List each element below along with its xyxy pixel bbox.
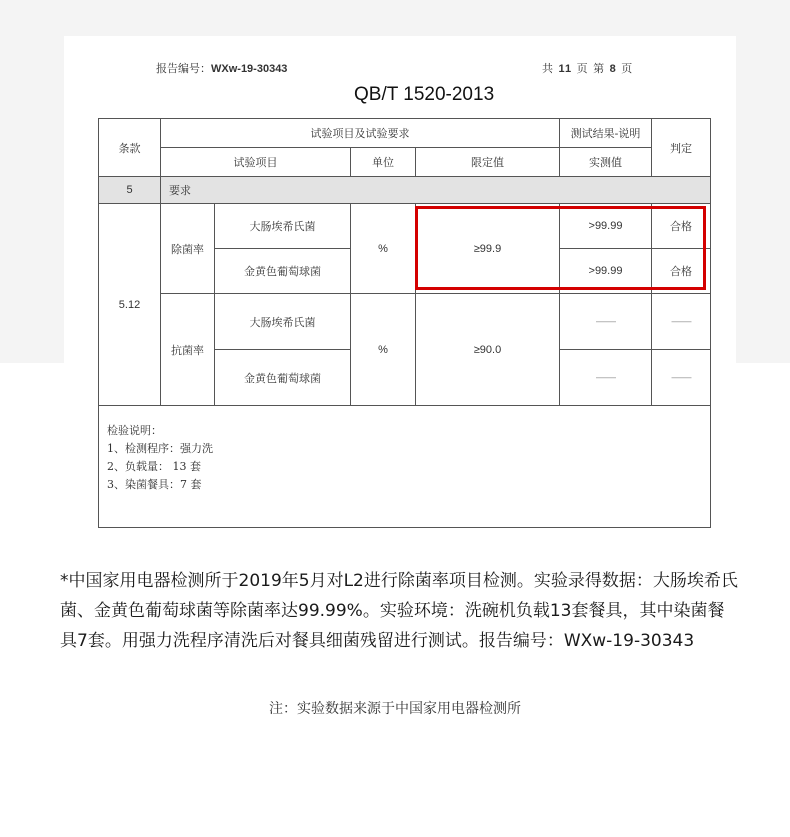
notes-line-2: 2、负载量： 13 套	[107, 460, 201, 473]
page-indicator	[542, 60, 633, 76]
report-number-label: 报告编号：	[156, 62, 211, 75]
section-clause: 5	[99, 177, 161, 204]
group1-unit: %	[351, 204, 416, 294]
group1-measured-1: >99.99	[560, 204, 652, 249]
test-results-table	[98, 118, 711, 528]
pages-mid: 页 第	[576, 62, 606, 75]
pages-suffix: 页	[621, 62, 634, 75]
group1-judgement-2: 合格	[652, 249, 711, 294]
header-result-note: 测试结果-说明	[560, 119, 652, 148]
source-note: 注：实验数据来源于中国家用电器检测所	[269, 701, 521, 717]
clause-cell: 5.12	[99, 204, 161, 406]
caption-text: *中国家用电器检测所于2019年5月对L2进行除菌率项目检测。实验录得数据：大肠埃希氏菌、金黄色葡萄球菌等除菌率达99.99%。实验环境：洗碗机负载13套餐具，其中染菌餐具7套。用强力洗程序清洗后对餐具细菌残留进行测试。报告编号：WXw-19-30343	[60, 571, 738, 651]
notes-line-1: 1、检测程序：强力洗	[107, 442, 213, 455]
header-measured: 实测值	[560, 148, 652, 177]
group1-judgement-1: 合格	[652, 204, 711, 249]
standard-title: QB/T 1520-2013	[354, 84, 495, 105]
group1-measured-2: >99.99	[560, 249, 652, 294]
pages-prefix: 共	[542, 62, 554, 75]
section-row	[99, 177, 711, 204]
group1-item-1: 大肠埃希氏菌	[215, 204, 351, 249]
group2-unit: %	[351, 294, 416, 406]
notes-row	[99, 406, 711, 528]
notes-title: 检验说明：	[107, 424, 162, 437]
group2-item-1: 大肠埃希氏菌	[215, 294, 351, 350]
header-test-item: 试验项目	[161, 148, 351, 177]
header-row-2	[99, 148, 711, 177]
group2-name: 抗菌率	[161, 294, 215, 406]
report-page	[64, 36, 736, 530]
test-notes	[99, 406, 711, 528]
section-label: 要求	[161, 177, 711, 204]
header-items-requirements: 试验项目及试验要求	[161, 119, 560, 148]
group2-limit: ≥90.0	[416, 294, 560, 406]
header-row-1	[99, 119, 711, 148]
pages-total: 11	[558, 63, 573, 75]
group2-measured-2: ——	[560, 350, 652, 406]
group1-name: 除菌率	[161, 204, 215, 294]
report-number-value: WXw-19-30343	[211, 63, 288, 75]
table-row	[99, 294, 711, 350]
group1-limit: ≥99.9	[416, 204, 560, 294]
header-limit: 限定值	[416, 148, 560, 177]
report-number	[156, 60, 287, 76]
group2-judgement-2: ——	[652, 350, 711, 406]
page-current: 8	[609, 63, 617, 75]
header-clause: 条款	[99, 119, 161, 177]
header-judgement: 判定	[652, 119, 711, 177]
group2-item-2: 金黄色葡萄球菌	[215, 350, 351, 406]
group2-measured-1: ——	[560, 294, 652, 350]
header-unit: 单位	[351, 148, 416, 177]
group1-item-2: 金黄色葡萄球菌	[215, 249, 351, 294]
notes-line-3: 3、染菌餐具：7 套	[107, 478, 202, 491]
result-highlight-box	[415, 206, 706, 290]
group2-judgement-1: ——	[652, 294, 711, 350]
